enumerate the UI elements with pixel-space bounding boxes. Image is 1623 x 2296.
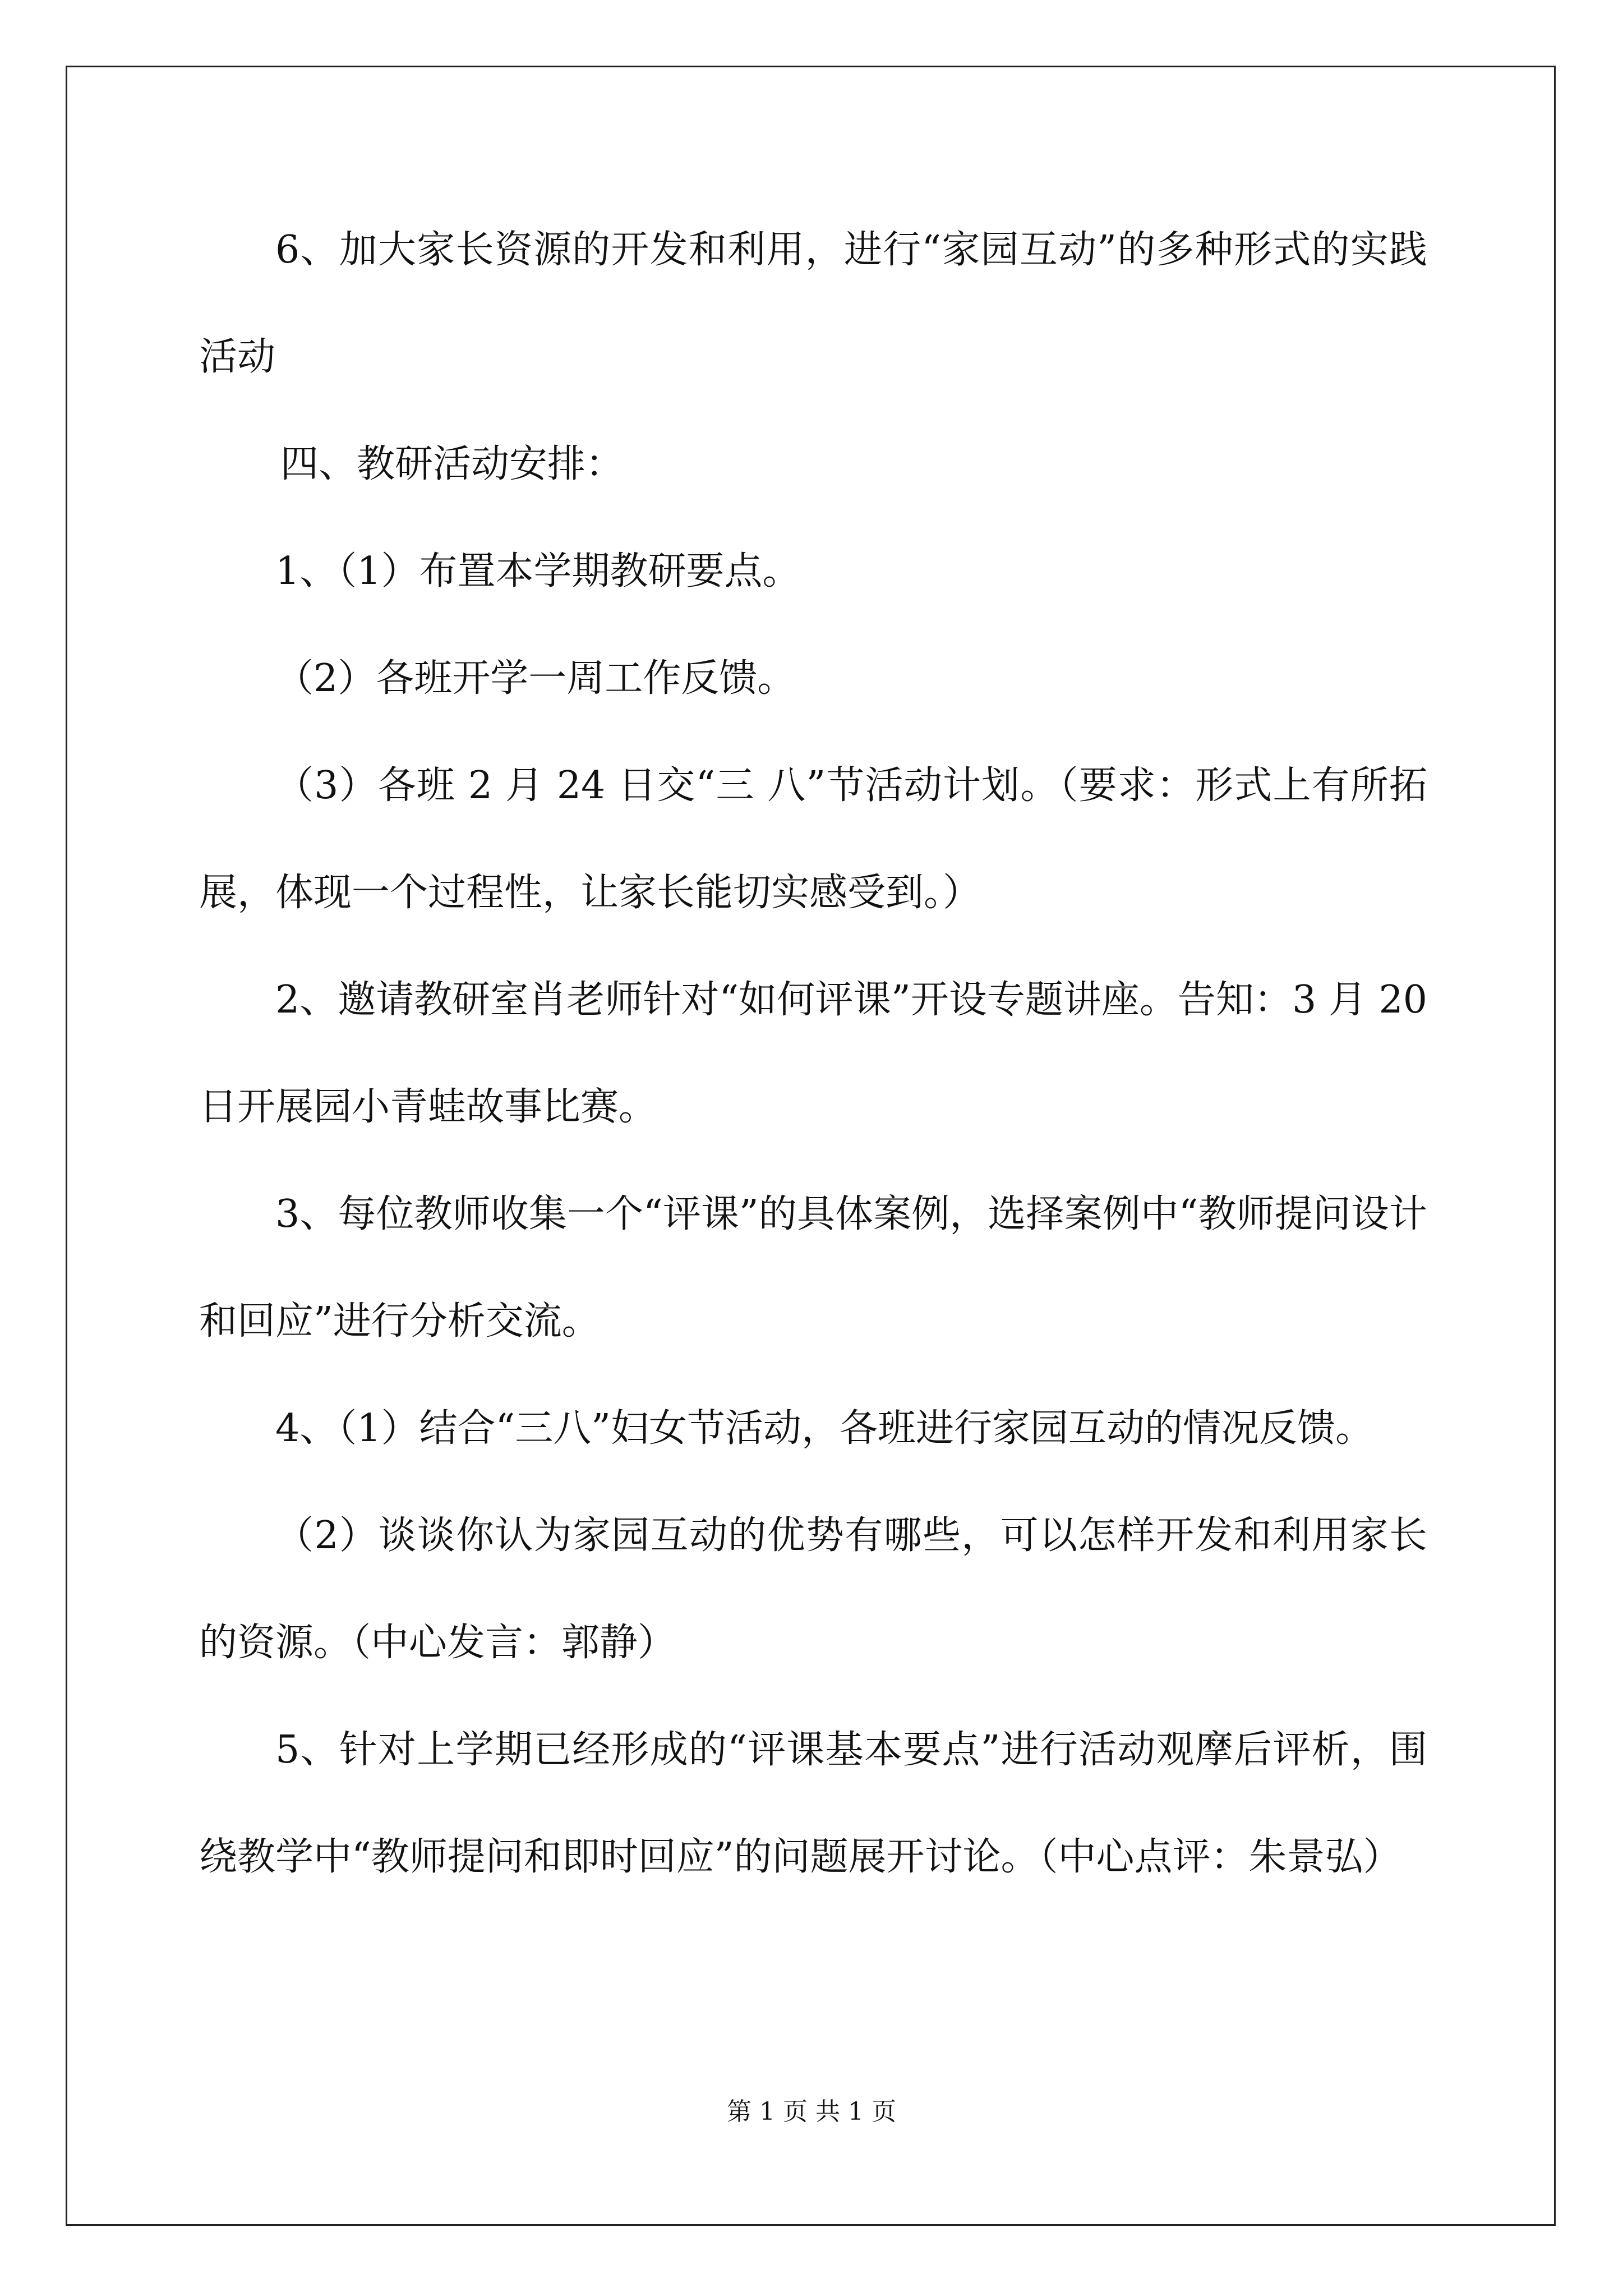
section-heading-schedule: 四、教研活动安排： (280, 442, 624, 486)
schedule-item-3: 3、每位教师收集一个“评课”的具体案例，选择案例中“教师提问设计和回应”进行分析交流。 (199, 1192, 1427, 1343)
document-body (199, 196, 1427, 1911)
schedule-item-2: 2、邀请教研室肖老师针对“如何评课”开设专题讲座。告知：3 月 20 日开展园小青蛙故事比赛。 (199, 978, 1427, 1129)
schedule-item-4-2: （2）谈谈你认为家园互动的优势有哪些，可以怎样开发和利用家长的资源。（中心发言：郭静） (199, 1513, 1427, 1665)
schedule-item-1-2: （2）各班开学一周工作反馈。 (275, 656, 796, 701)
schedule-item-4-1: 4、（1）结合“三八”妇女节活动，各班进行家园互动的情况反馈。 (275, 1406, 1374, 1451)
schedule-item-1-3: （3）各班 2 月 24 日交“三 八”节活动计划。（要求：形式上有所拓展，体现一个过程性，让家长能切实感受到。） (199, 763, 1427, 915)
page-footer: 第 1 页 共 1 页 (727, 2097, 896, 2126)
paragraph-item-6: 6、加大家长资源的开发和利用，进行“家园互动”的多种形式的实践活动 (199, 228, 1427, 379)
schedule-item-5: 5、针对上学期已经形成的“评课基本要点”进行活动观摩后评析，围绕教学中“教师提问和即时回应”的问题展开讨论。（中心点评：朱景弘） (199, 1728, 1427, 1879)
schedule-item-1-1: 1、（1）布置本学期教研要点。 (275, 549, 801, 593)
